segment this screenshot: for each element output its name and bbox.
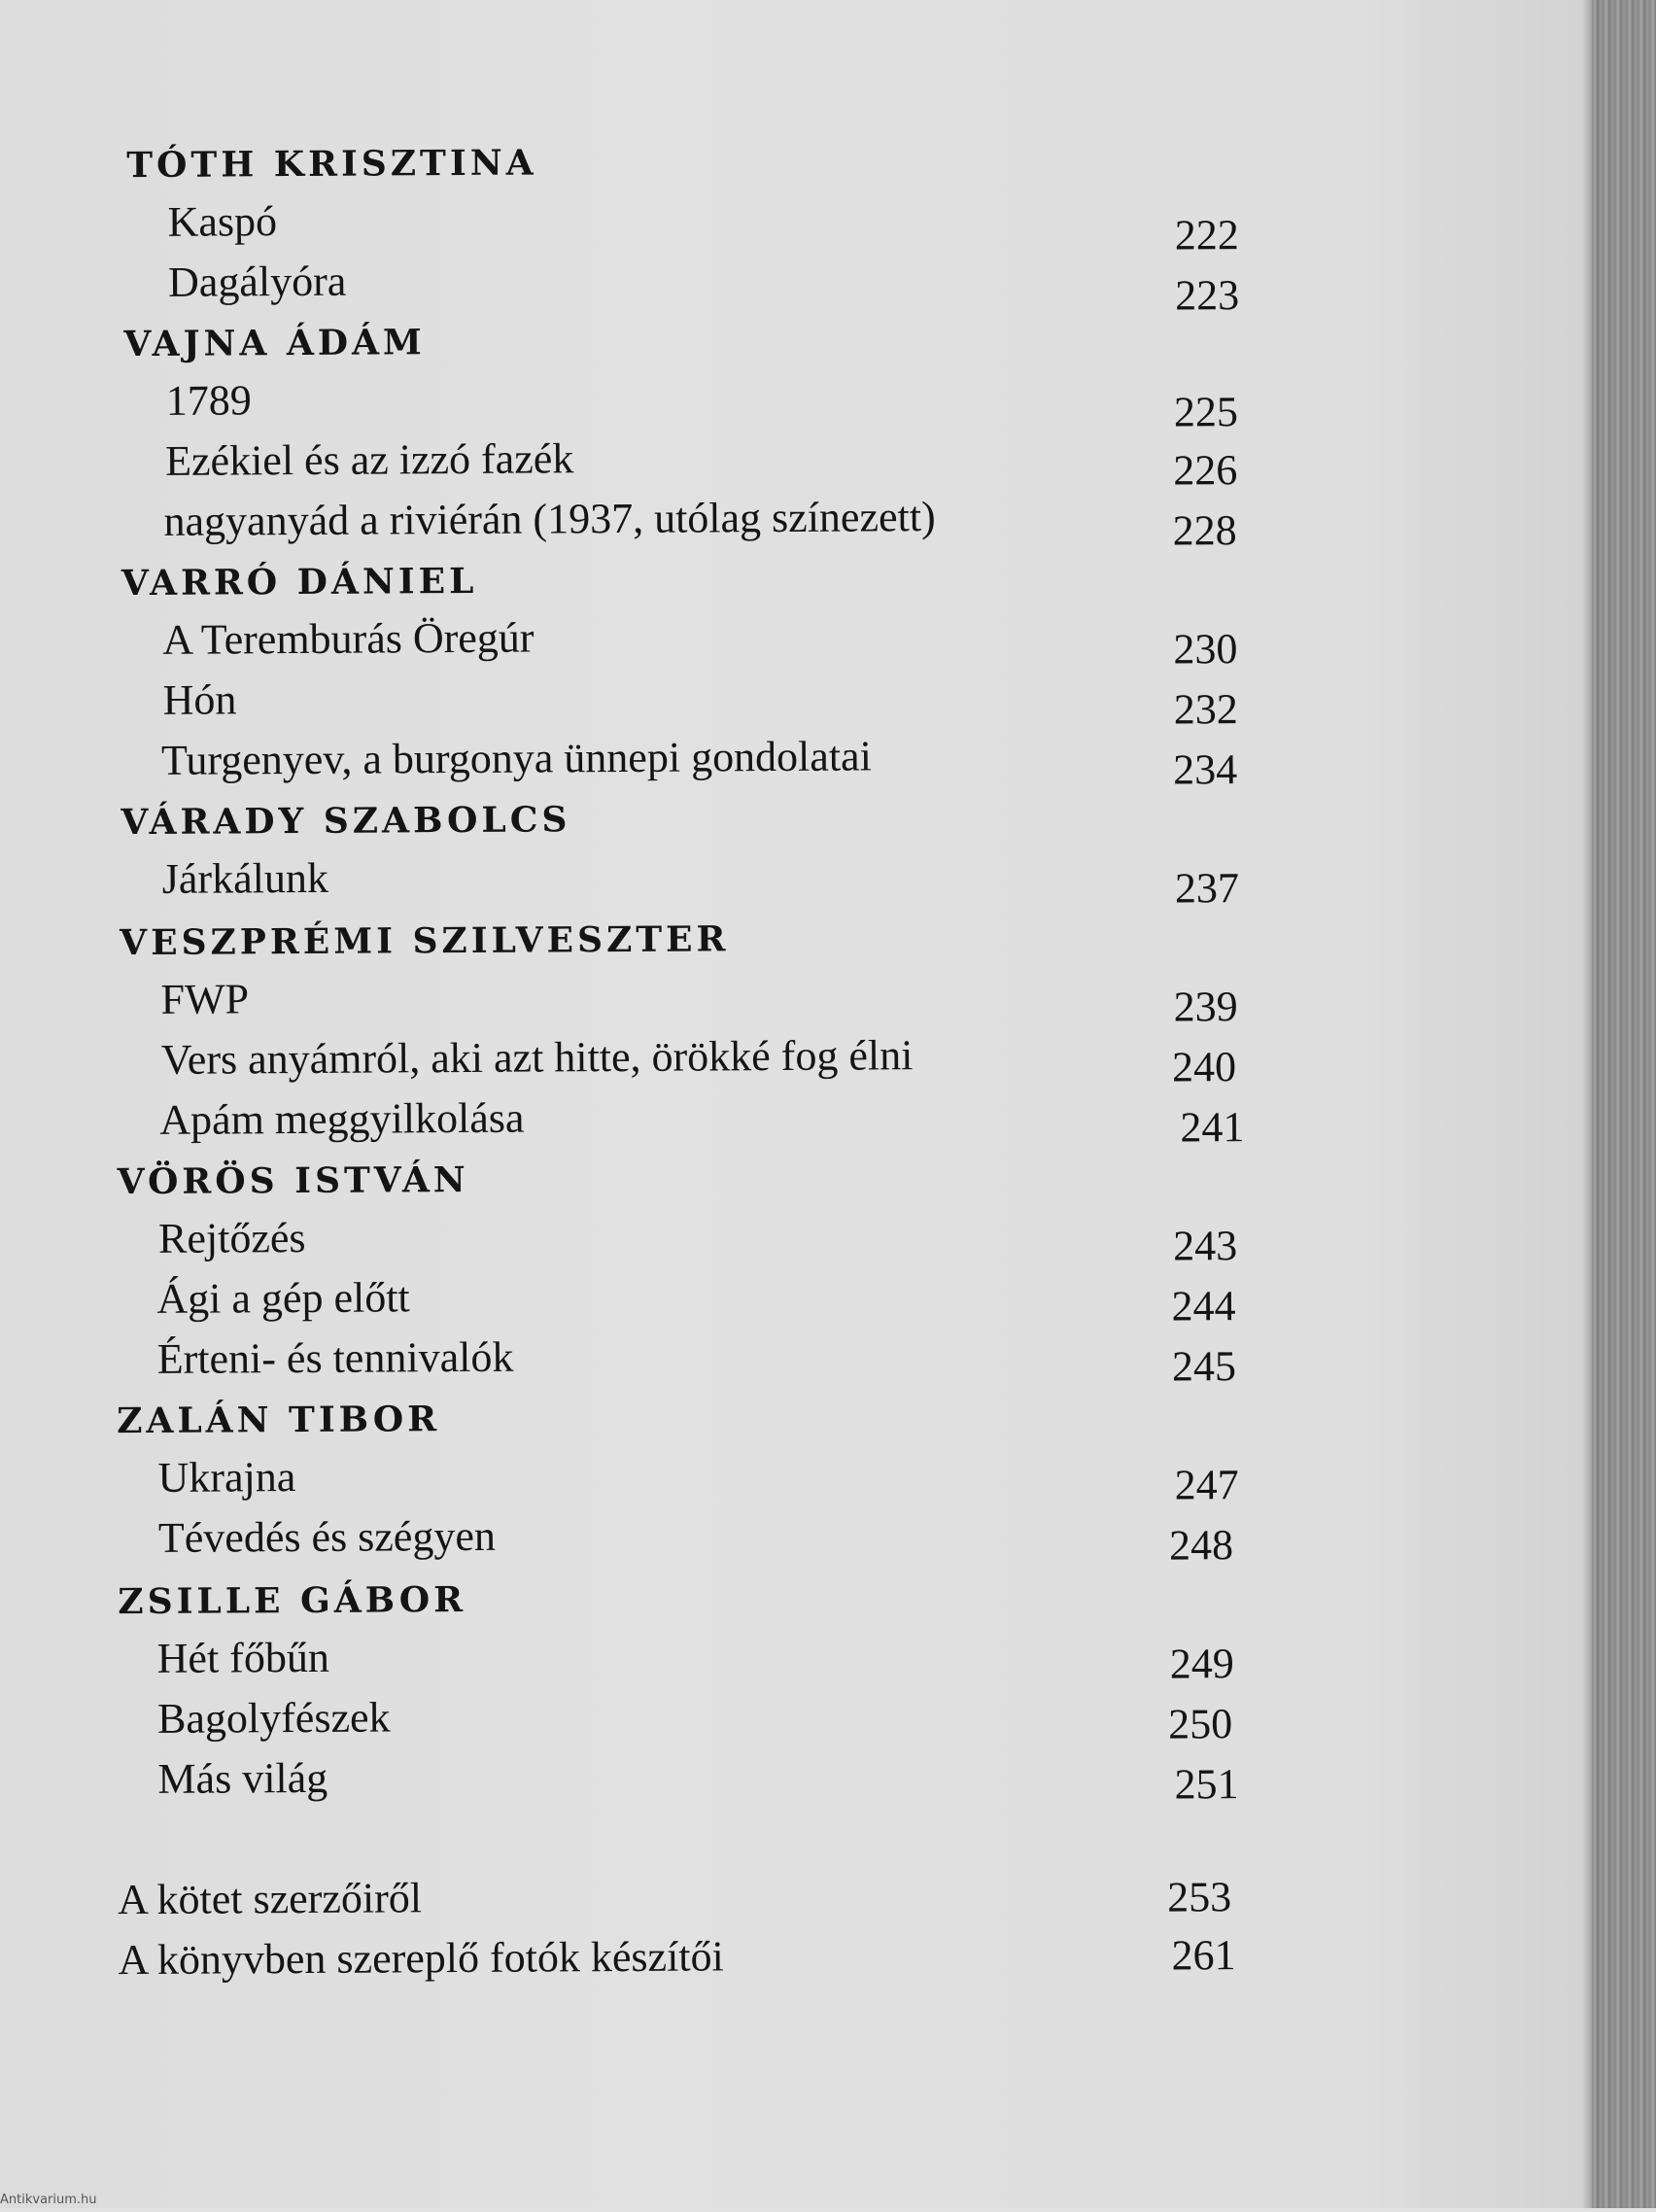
toc-entry-page: 226 bbox=[1173, 446, 1238, 495]
toc-entry-page: 241 bbox=[1180, 1103, 1245, 1152]
toc-author-heading: VARRÓ DÁNIEL bbox=[121, 560, 478, 605]
watermark-text: Antikvarium.hu bbox=[0, 2193, 97, 2207]
toc-entry-title: Ukrajna bbox=[157, 1453, 296, 1502]
toc-entry-page: 250 bbox=[1167, 1700, 1233, 1748]
toc-entry-page: 228 bbox=[1172, 506, 1237, 555]
toc-appendix-title: A kötet szerzőiről bbox=[118, 1874, 423, 1924]
toc-entry-page: 234 bbox=[1172, 745, 1238, 794]
toc-entry-title: Bagolyfészek bbox=[156, 1693, 391, 1743]
book-spine bbox=[1592, 0, 1656, 2208]
toc-entry-title: Kaspó bbox=[167, 197, 278, 246]
toc-entry-title: Ezékiel és az izzó fazék bbox=[165, 434, 574, 485]
toc-entry-page: 230 bbox=[1173, 625, 1238, 674]
toc-entry-page: 243 bbox=[1172, 1222, 1238, 1270]
toc-entry-page: 239 bbox=[1173, 983, 1238, 1031]
toc-entry-page: 223 bbox=[1174, 271, 1240, 320]
toc-entry-page: 222 bbox=[1174, 211, 1239, 259]
toc-entry-title: FWP bbox=[160, 975, 250, 1023]
toc-entry-page: 240 bbox=[1171, 1043, 1237, 1091]
toc-entry-title: A Teremburás Öregúr bbox=[162, 613, 535, 664]
toc-entry-title: 1789 bbox=[165, 376, 252, 425]
toc-author-heading: VÖRÖS ISTVÁN bbox=[117, 1158, 469, 1203]
toc-entry-page: 232 bbox=[1173, 685, 1238, 734]
toc-entry-page: 249 bbox=[1169, 1640, 1234, 1688]
toc-entry-page: 237 bbox=[1174, 864, 1240, 913]
toc-entry-title: Tévedés és szégyen bbox=[157, 1511, 497, 1562]
toc-entry-page: 251 bbox=[1174, 1760, 1239, 1809]
toc-entry-page: 244 bbox=[1171, 1282, 1236, 1331]
toc-entry-page: 225 bbox=[1173, 388, 1239, 436]
toc-entry-title: Vers anyámról, aki azt hitte, örökké fog élni bbox=[160, 1031, 914, 1084]
toc-entry-title: Apám meggyilkolása bbox=[159, 1093, 525, 1144]
toc-entry-title: Járkálunk bbox=[161, 853, 329, 903]
toc-author-heading: VESZPRÉMI SZILVESZTER bbox=[120, 918, 730, 964]
toc-entry-title: Ági a gép előtt bbox=[156, 1273, 410, 1323]
toc-entry-page: 247 bbox=[1174, 1461, 1239, 1509]
toc-appendix-title: A könyvben szereplő fotók készítői bbox=[118, 1932, 724, 1985]
toc-entry-title: Dagályóra bbox=[167, 257, 347, 306]
toc-author-heading: VAJNA ÁDÁM bbox=[123, 322, 426, 365]
toc-entry-title: Érteni- és tennivalók bbox=[156, 1332, 514, 1383]
toc-entry-title: Más világ bbox=[157, 1753, 328, 1803]
toc-entry-title: Hón bbox=[162, 675, 237, 724]
toc-author-heading: ZSILLE GÁBOR bbox=[118, 1578, 467, 1623]
toc-entry-title: Hét főbűn bbox=[156, 1633, 330, 1682]
toc-appendix-page: 261 bbox=[1171, 1931, 1236, 1980]
toc-entry-title: nagyanyád a riviérán (1937, utólag színezett) bbox=[163, 493, 936, 545]
toc-author-heading: TÓTH KRISZTINA bbox=[126, 142, 537, 187]
toc-entry-page: 248 bbox=[1168, 1521, 1234, 1570]
toc-author-heading: ZALÁN TIBOR bbox=[117, 1399, 441, 1442]
toc-author-heading: VÁRADY SZABOLCS bbox=[121, 799, 571, 844]
toc-entry-title: Turgenyev, a burgonya ünnepi gondolatai bbox=[160, 732, 872, 784]
toc-entry-title: Rejtőzés bbox=[157, 1213, 306, 1262]
toc-entry-page: 245 bbox=[1171, 1342, 1237, 1391]
toc-appendix-page: 253 bbox=[1167, 1873, 1232, 1921]
